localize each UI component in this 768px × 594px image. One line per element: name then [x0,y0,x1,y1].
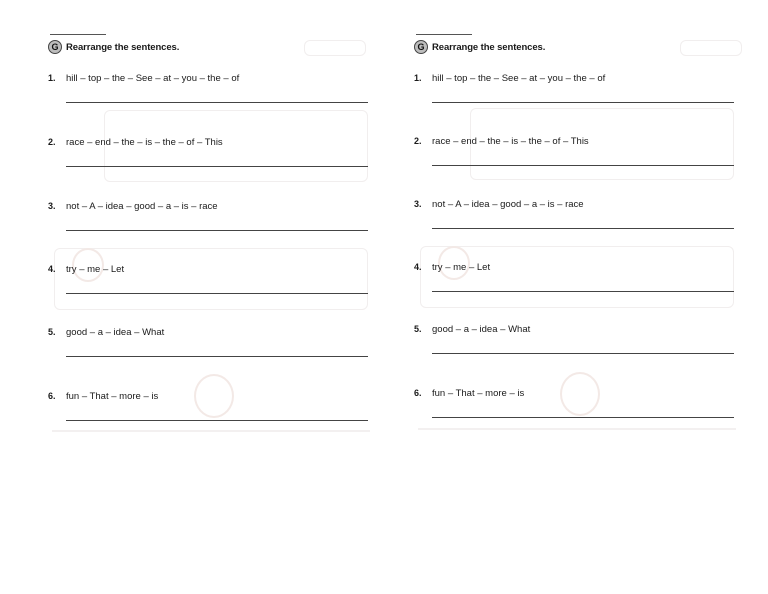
item-number: 5. [414,324,422,334]
answer-line [432,417,734,418]
scrambled-words: hill – top – the – See – at – you – the – of [432,73,606,84]
answer-line [66,166,368,167]
answer-line [432,165,734,166]
answer-line [432,291,734,292]
scrambled-words: good – a – idea – What [66,327,165,338]
exercise-item [48,327,370,338]
scrambled-words: try – me – Let [432,262,491,273]
answer-line [66,293,368,294]
section-badge: G [48,40,62,54]
answer-line [432,102,734,103]
exercise-item [414,324,736,335]
instruction-text: Rearrange the sentences. [432,41,546,53]
scrambled-words: not – A – idea – good – a – is – race [432,199,584,210]
instruction-text: Rearrange the sentences. [66,41,180,53]
scrambled-words: race – end – the – is – the – of – This [432,136,589,147]
exercise-item [48,201,370,212]
answer-line [66,102,368,103]
item-number: 5. [48,327,56,337]
bleed-through-edge [52,430,370,432]
bleed-through-text [680,40,742,56]
worksheet-right [410,0,740,440]
item-number: 2. [48,137,56,147]
answer-line [432,353,734,354]
item-number: 6. [48,391,56,401]
exercise-item [414,199,736,210]
section-heading [48,40,179,54]
scrambled-words: hill – top – the – See – at – you – the – of [66,73,240,84]
top-rule [50,34,106,35]
top-rule [416,34,472,35]
item-number: 4. [48,264,56,274]
item-number: 3. [414,199,422,209]
exercise-item [48,73,370,84]
exercise-item [48,264,370,275]
section-badge: G [414,40,428,54]
item-number: 1. [48,73,56,83]
exercise-item [414,73,736,84]
scrambled-words: good – a – idea – What [432,324,531,335]
exercise-item [48,391,370,402]
answer-line [66,420,368,421]
bleed-through-text [304,40,366,56]
exercise-item [414,388,736,399]
exercise-item [48,137,370,148]
answer-line [432,228,734,229]
scrambled-words: try – me – Let [66,264,125,275]
worksheet-left [44,0,374,440]
scrambled-words: fun – That – more – is [432,388,525,399]
item-number: 1. [414,73,422,83]
scrambled-words: race – end – the – is – the – of – This [66,137,223,148]
bleed-through-edge [418,428,736,430]
answer-line [66,230,368,231]
item-number: 3. [48,201,56,211]
exercise-item [414,262,736,273]
scrambled-words: not – A – idea – good – a – is – race [66,201,218,212]
answer-line [66,356,368,357]
scrambled-words: fun – That – more – is [66,391,159,402]
item-number: 4. [414,262,422,272]
item-number: 6. [414,388,422,398]
exercise-item [414,136,736,147]
item-number: 2. [414,136,422,146]
section-heading [414,40,545,54]
